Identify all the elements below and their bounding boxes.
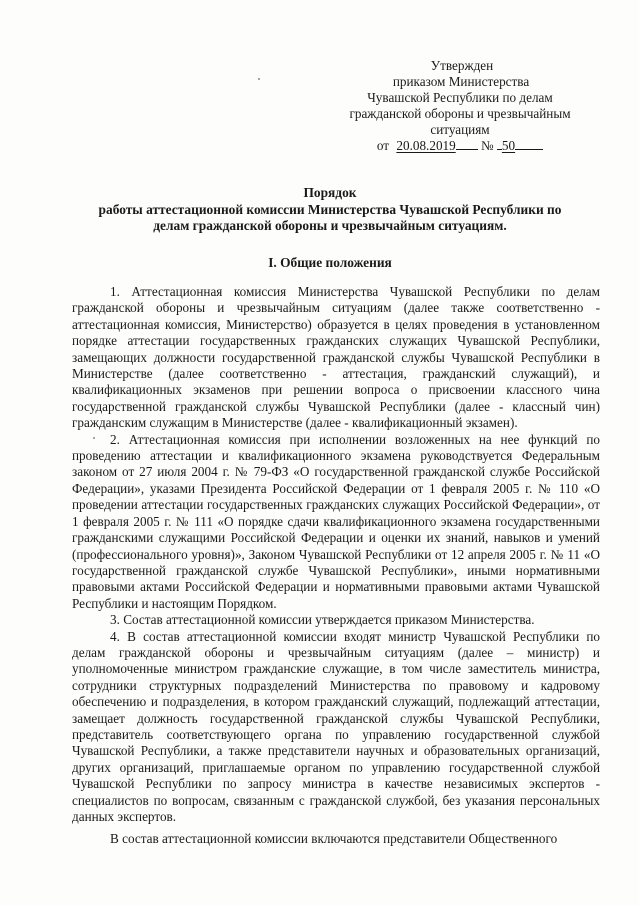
approval-line-4: гражданской обороны и чрезвычайным (349, 106, 571, 121)
approval-number: 50 (501, 138, 516, 153)
date-prefix: от (376, 138, 390, 153)
approval-date-line (330, 138, 590, 154)
paragraph-1: 1. Аттестационная комиссия Министерства Чувашской Республики по делам гражданской обороны и чрезвычайным ситуациям (далее также соответственно - аттестационная комиссия, Министерство) образуется в целях проведения в установленном порядке аттестации государственных гражданских служащих Чувашской Республики, замещающих должности государственной гражданской службы Чувашской Республики в Министерстве (далее соответственно - аттестация, гражданский служащий), и квалификационных экзаменов при решении вопроса о присвоении классного чина государственной гражданской службы Чувашской Республики (далее - классный чин) гражданским служащим в Министерстве (далее - квалификационный экзамен). (72, 284, 600, 431)
date-underline (456, 138, 478, 150)
paragraph-2: 2. Аттестационная комиссия при исполнении возложенных на нее функций по проведению аттестации и квалификационного экзамена руководствуется Федеральным законом от 27 июля 2004 г. № 79-ФЗ «О государственной гражданской службе Российской Федерации», указами Президента Российской Федерации от 1 февраля 2005 г. № 110 «О проведении аттестации государственных гражданских служащих Российской Федерации», от 1 февраля 2005 г. № 111 «О порядке сдачи квалификационного экзамена государственными гражданскими служащими Российской Федерации и оценки их знаний, навыков и умений (профессионального уровня)», Законом Чувашской Республики от 12 апреля 2005 г. № 11 «О государственной гражданской службе Чувашской Республики», иными нормативными правовыми актами Российской Федерации и нормативными правовыми актами Чувашской Республики и настоящим Порядком. (72, 431, 600, 611)
paragraph-5: В состав аттестационной комиссии включаются представители Общественного (110, 831, 558, 847)
approval-line-3: Чувашской Республики по делам (367, 90, 553, 105)
title-line-2: делам гражданской обороны и чрезвычайным ситуациям. (153, 218, 507, 233)
title-heading: Порядок (303, 185, 357, 200)
document-body (72, 278, 600, 848)
paragraph-4: 4. В состав аттестационной комиссии входят министр Чувашской Республики по делам гражданской обороны и чрезвычайным ситуациям (далее – министр) и уполномоченные министром гражданские служащие, в том числе заместитель министра, сотрудники структурных подразделений Министерства по правовому и кадровому обеспечению и подразделения, в котором гражданский служащий, подлежащий аттестации, замещает должность государственной гражданской службы Чувашской Республики, представитель соответствующего органа по управлению государственной службой Чувашской Республики, а также представители научных и образовательных организаций, других организаций, приглашаемые органом по управлению государственной службой Чувашской Республики по запросу министра в качестве независимых экспертов - специалистов по вопросам, связанным с гражданской службой, без указания персональных данных экспертов. (72, 628, 600, 824)
title-line-1: работы аттестационной комиссии Министерства Чувашской Республики по (98, 201, 562, 217)
number-underline-right (515, 138, 543, 150)
scan-speck (258, 78, 260, 80)
approval-stamp (330, 58, 590, 154)
approval-line-5: ситуациям (430, 122, 490, 137)
approval-line-1: Утвержден (430, 58, 494, 73)
scan-speck (93, 437, 95, 439)
document-title (60, 185, 600, 235)
approval-line-2: приказом Министерства (392, 74, 530, 89)
section-heading: I. Общие положения (268, 255, 392, 270)
number-prefix: № (481, 138, 494, 153)
paragraph-3: 3. Состав аттестационной комиссии утверждается приказом Министерства. (110, 612, 535, 628)
approval-date: 20.08.2019 (396, 138, 456, 153)
